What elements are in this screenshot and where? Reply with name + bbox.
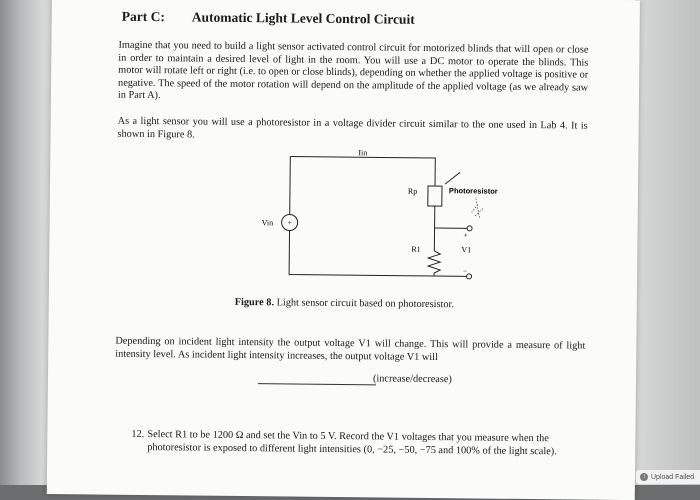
current-label: Iin: [358, 148, 367, 157]
vin-label: Vin: [262, 218, 274, 227]
left-wire-upper: [290, 157, 291, 215]
photoresistor-label: Photoresistor: [449, 186, 498, 196]
rp-label: Rp: [408, 187, 417, 196]
output-terminal-bottom: [467, 274, 472, 279]
figure-caption: [235, 297, 454, 310]
part-label: Part C:: [122, 9, 165, 25]
top-wire: [290, 157, 435, 187]
light-rays: [472, 198, 483, 218]
answer-blank[interactable]: [258, 383, 376, 385]
upload-status-text: Upload Failed: [651, 474, 694, 481]
answer-hint: (increase/decrease): [373, 373, 452, 385]
figure-caption-label: Figure 8.: [235, 297, 274, 308]
photoresistor-arrow-line: [445, 172, 460, 184]
question-text: Select R1 to be 1200 Ω and set the Vin to 5 V. Record the V1 voltages that you measure when the photoresistor is exposed to different light intensities (0, −25, −50, −75 and 100% of the light scale).: [147, 429, 577, 459]
question-number: 12.: [131, 429, 144, 440]
upload-icon: ↑: [640, 473, 648, 481]
prompt-paragraph: Depending on incident light intensity the output voltage V1 will change. This will provide a measure of light intensity level. As incident light intensity increases, the output voltage V1 will: [115, 336, 585, 366]
document-page: [47, 0, 640, 500]
r1-zigzag: [428, 251, 440, 276]
v1-label: V1: [461, 245, 471, 254]
figure-caption-text: Light sensor circuit based on photoresistor.: [277, 297, 454, 310]
source-symbol-text: +: [288, 219, 292, 227]
sensor-paragraph: As a light sensor you will use a photoresistor in a voltage divider circuit similar to the one used in Lab 4. It is shown in Figure 8.: [117, 116, 587, 146]
v1-minus-label: −: [463, 267, 467, 275]
photoresistor-symbol: [428, 186, 442, 206]
v1-plus-label: +: [463, 231, 467, 239]
intro-paragraph: Imagine that you need to build a light sensor activated control circuit for motorized blinds that will open or close in order to maintain a desired level of light in the room. You will use a DC motor to operate the blinds. This motor will rotate left or right (i.e. to open or close blinds), depending on whether the applied voltage is positive or negative. The speed of the motor rotation will depend on the amplitude of the applied voltage (as we already saw in Part A).: [118, 40, 589, 108]
upload-status-badge[interactable]: [636, 470, 700, 484]
r1-label: R1: [411, 245, 420, 254]
output-terminal-top: [467, 226, 472, 231]
circuit-diagram: [249, 144, 501, 295]
section-title: Automatic Light Level Control Circuit: [192, 9, 415, 27]
